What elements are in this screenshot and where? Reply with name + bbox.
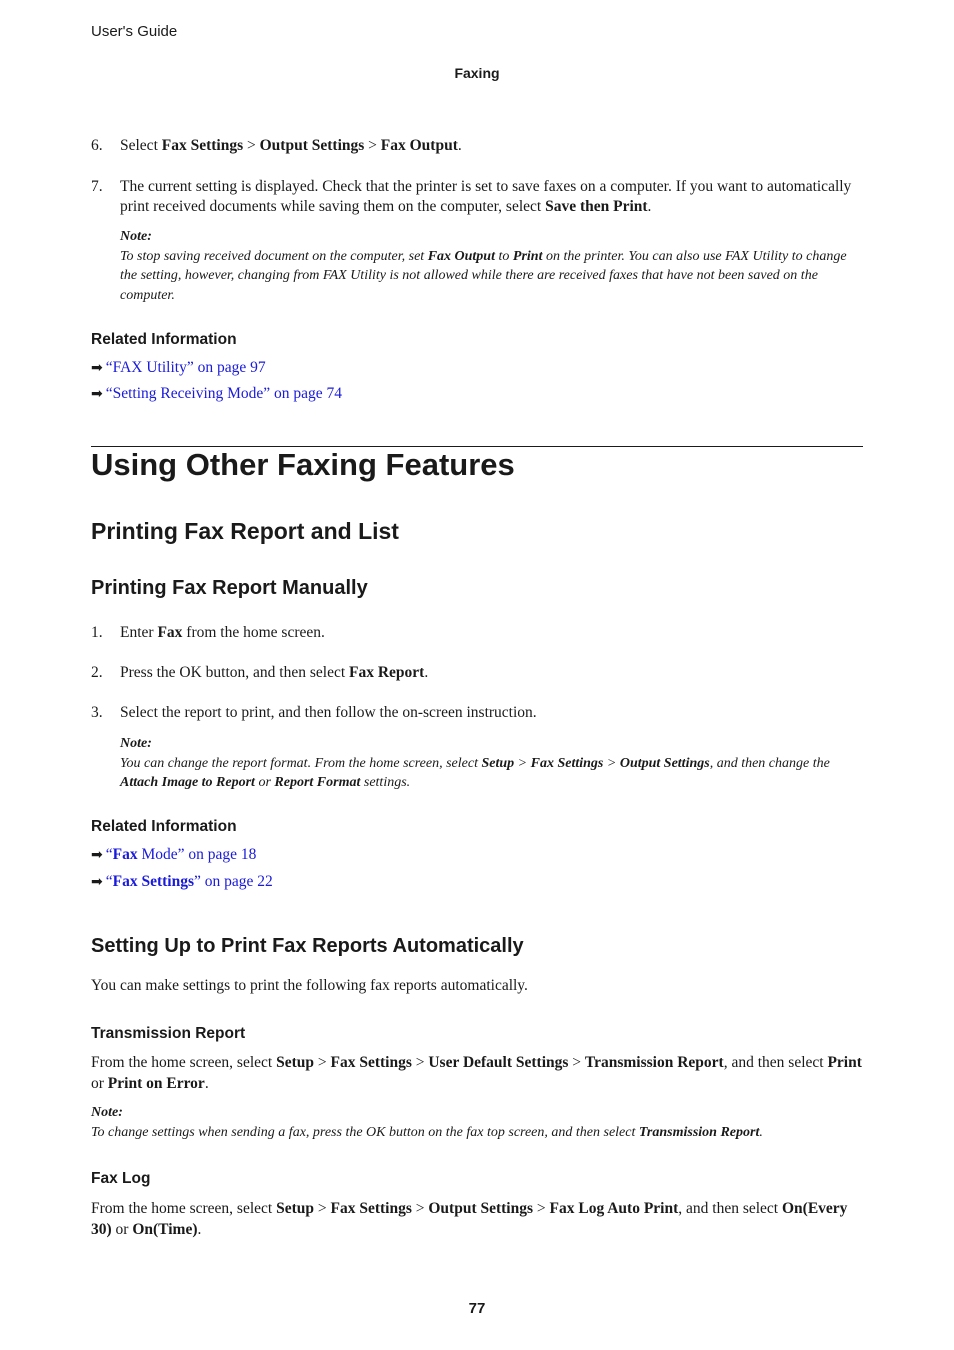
arrow-right-icon: ➡ — [91, 360, 103, 376]
step-number: 2. — [91, 664, 103, 681]
step-number: 7. — [91, 178, 103, 195]
step-text: Enter Fax from the home screen. — [120, 624, 325, 641]
subsection-heading-automatic: Setting Up to Print Fax Reports Automatically — [91, 935, 524, 957]
fax-log-paragraph: From the home screen, select Setup > Fax Settings > Output Settings > Fax Log Auto Print, and then select On(Every 30) or On(Time). — [91, 1200, 848, 1238]
note-label: Note: — [91, 1105, 123, 1120]
related-information-heading: Related Information — [91, 331, 237, 348]
note-report-format — [120, 734, 865, 793]
step-number: 6. — [91, 137, 103, 154]
section-heading-printing-fax-report: Printing Fax Report and List — [91, 518, 399, 544]
page-title: Using Other Faxing Features — [91, 447, 515, 482]
step-7 — [91, 177, 863, 217]
header-guide-title: User's Guide — [91, 23, 178, 40]
step-number: 3. — [91, 704, 103, 721]
step-6 — [91, 136, 863, 156]
note-label: Note: — [120, 736, 152, 751]
step-1 — [91, 623, 863, 643]
note-text: You can change the report format. From the home screen, select Setup > Fax Settings > Output Settings, and then change the Attach Image to Report or Report Format settings. — [120, 755, 830, 790]
subsection-heading-manual: Printing Fax Report Manually — [91, 577, 368, 599]
step-3 — [91, 703, 863, 723]
page-number: 77 — [468, 1300, 486, 1317]
step-text: The current setting is displayed. Check that the printer is set to save faxes on a computer. If you want to automatically print received documents while saving them on the computer, select Save then Print. — [120, 178, 852, 215]
step-number: 1. — [91, 624, 103, 641]
note-text: To change settings when sending a fax, press the OK button on the fax top screen, and then select Transmission Report. — [91, 1124, 763, 1140]
related-information-heading: Related Information — [91, 818, 237, 835]
step-2 — [91, 663, 863, 683]
header-section-title: Faxing — [454, 65, 500, 81]
intro-paragraph: You can make settings to print the following fax reports automatically. — [91, 977, 528, 994]
link-fax-mode[interactable]: ➡ “Fax Mode” on page 18 — [91, 846, 257, 863]
note-text: To stop saving received document on the computer, set Fax Output to Print on the printer. You can also use FAX Utility to change the setting, however, changing from FAX Utility is not allowed while there are received faxes that have not been saved on the computer. — [120, 248, 847, 303]
link-fax-utility[interactable]: ➡ “FAX Utility” on page 97 — [91, 359, 266, 376]
arrow-right-icon: ➡ — [91, 847, 103, 863]
step-text: Select the report to print, and then follow the on-screen instruction. — [120, 704, 537, 721]
link-fax-settings[interactable]: ➡ “Fax Settings” on page 22 — [91, 873, 273, 890]
link-setting-receiving-mode[interactable]: ➡ “Setting Receiving Mode” on page 74 — [91, 385, 343, 402]
note-label: Note: — [120, 229, 152, 244]
fax-log-heading: Fax Log — [91, 1170, 151, 1187]
transmission-report-paragraph: From the home screen, select Setup > Fax Settings > User Default Settings > Transmission Report, and then select Print or Print on Error. — [91, 1054, 862, 1092]
arrow-right-icon: ➡ — [91, 874, 103, 890]
note-saving — [120, 227, 865, 305]
step-text: Press the OK button, and then select Fax Report. — [120, 664, 429, 681]
transmission-report-heading: Transmission Report — [91, 1025, 246, 1042]
step-text: Select Fax Settings > Output Settings > Fax Output. — [120, 137, 462, 154]
note-transmission — [91, 1103, 865, 1142]
arrow-right-icon: ➡ — [91, 386, 103, 402]
